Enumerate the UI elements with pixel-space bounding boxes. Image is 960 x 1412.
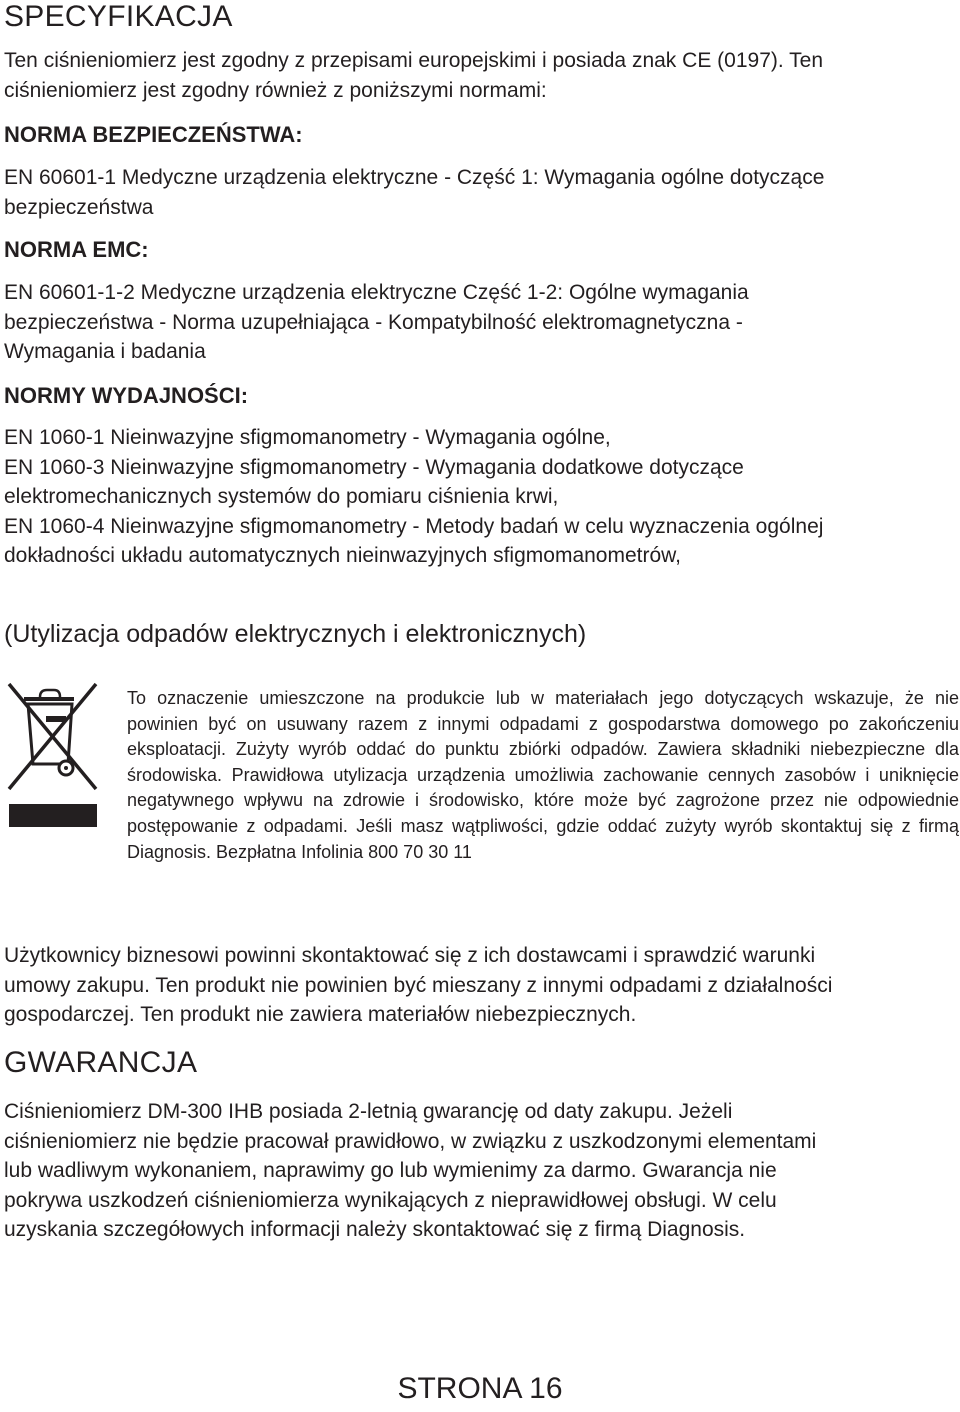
performance-standards-text: EN 1060-1 Nieinwazyjne sfigmomanometry - Wymagania ogólne, EN 1060-3 Nieinwazyjne sfigmomanometry - Wymagania dodatkowe dotyczące elektromechanicznych systemów do pomiaru ciśnienia krwi, EN 1060-4 Nieinwazyjne sfigmomanometry - Metody badań w celu wyznaczenia ogólnej dokładności układu automatycznych nieinwazyjnych sfigmomanometrów,	[4, 426, 824, 567]
heading-emc-standard: NORMA EMC:	[4, 237, 149, 262]
section-heading-warranty: GWARANCJA	[4, 1046, 198, 1079]
heading-safety-standard: NORMA BEZPIECZEŃSTWA:	[4, 122, 303, 147]
heading-performance-standards: NORMY WYDAJNOŚCI:	[4, 383, 249, 408]
intro-paragraph	[4, 46, 823, 105]
ce-mark-icon: CE	[682, 49, 712, 72]
section-heading-specification: SPECYFIKACJA	[4, 0, 233, 33]
business-users-paragraph: Użytkownicy biznesowi powinni skontaktować się z ich dostawcami i sprawdzić warunki umowy zakupu. Ten produkt nie powinien być mieszany z innymi odpadami z działalności gospodarczej. Ten produkt nie zawiera materiałów niebezpiecznych.	[4, 944, 833, 1026]
weee-heading: (Utylizacja odpadów elektrycznych i elektronicznych)	[4, 620, 587, 648]
crossed-out-wheelie-bin-icon	[6, 680, 102, 830]
page-number: STRONA 16	[397, 1372, 563, 1405]
warranty-paragraph: Ciśnieniomierz DM-300 IHB posiada 2-letnią gwarancję od daty zakupu. Jeżeli ciśnieniomierz nie będzie pracował prawidłowo, w związku z uszkodzonymi elementami lub wadliwym wykonaniem, naprawimy go lub wymienimy za darmo. Gwarancja nie pokrywa uszkodzeń ciśnieniomierza wynikających z nieprawidłowej obsługi. W celu uzyskania szczegółowych informacji należy skontaktować się z firmą Diagnosis.	[4, 1100, 817, 1241]
emc-standard-text: EN 60601-1-2 Medyczne urządzenia elektryczne Część 1-2: Ogólne wymagania bezpieczeństwa - Norma uzupełniająca - Kompatybilność elektromagnetyczna - Wymagania i badania	[4, 281, 749, 363]
weee-description: To oznaczenie umieszczone na produkcie lub w materiałach jego dotyczących wskazuje, że nie powinien być on usuwany razem z innymi odpadami z gospodarstwa domowego po zakończeniu eksploatacji. Zużyty wyrób oddać do punktu zbiórki odpadów. Zawiera składniki niebezpieczne dla środowiska. Prawidłowa utylizacja urządzenia umożliwia zachowanie cennych zasobów i uniknięcie negatywnego wpływu na zdrowie i środowisko, które może być zagrożone przez nie odpowiednie postępowanie z odpadami. Jeśli masz wątpliwości, gdzie oddać zużyty wyrób skontaktuj się z firmą Diagnosis. Bezpłatna Infolinia 800 70 30 11	[127, 688, 959, 862]
safety-standard-text: EN 60601-1 Medyczne urządzenia elektryczne - Część 1: Wymagania ogólne dotyczące bezpieczeństwa	[4, 166, 825, 219]
intro-line-2: ciśnieniomierz jest zgodny również z poniższymi normami:	[4, 78, 547, 102]
intro-line-1: Ten ciśnieniomierz jest zgodny z przepisami europejskimi i posiada znak CE (0197). Ten	[4, 49, 824, 72]
